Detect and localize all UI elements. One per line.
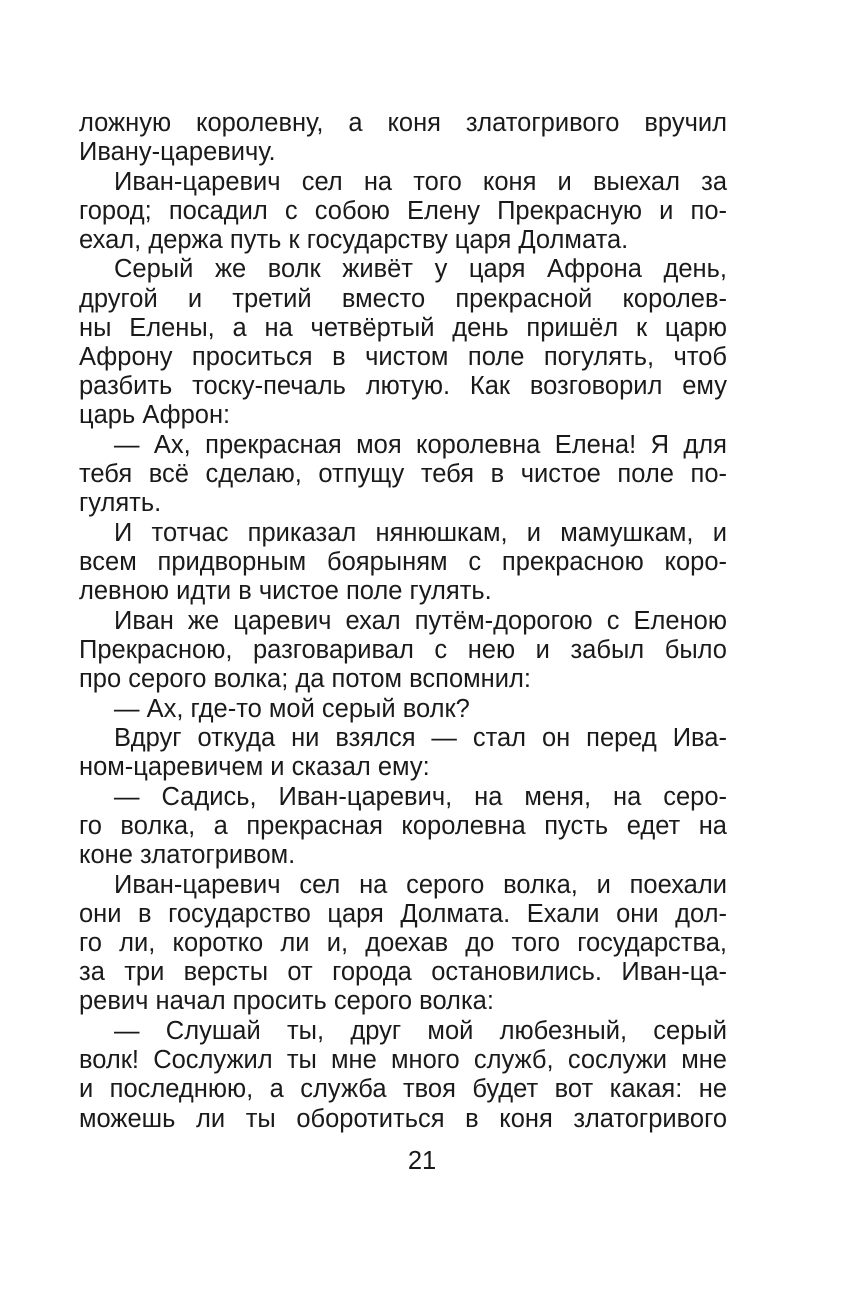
text-line: Ивану-царевичу. [79,138,276,166]
text-line: Вдруг откуда ни взялся — стал он перед Ива- [114,724,727,752]
text-line: про серого волка; да потом вспомнил: [79,665,531,693]
text-line: за три версты от города остановились. Иван-ца- [79,958,727,986]
page-number: 21 [407,1147,437,1175]
text-line: Иван-царевич сел на серого волка, и поехали [114,871,727,899]
text-line: другой и третий вместо прекрасной королев- [79,285,727,313]
text-line: ревич начал просить серого волка: [79,987,494,1015]
text-line: и последнюю, а служба твоя будет вот какая: не [79,1075,727,1103]
text-line: — Ах, прекрасная моя королевна Елена! Я для [114,431,727,459]
text-line: они в государство царя Долмата. Ехали они дол- [79,900,727,928]
text-line: левною идти в чистое поле гулять. [79,577,492,605]
text-line: Иван же царевич ехал путём-дорогою с Еленою [114,607,727,635]
text-line: го ли, коротко ли и, доехав до того государства, [79,929,727,957]
text-line: — Ах, где-то мой серый волк? [114,695,470,723]
text-line: Прекрасною, разговаривал с нею и забыл было [79,636,727,664]
text-line: всем придворным боярыням с прекрасною коро- [79,548,727,576]
text-line: волк! Сослужил ты мне много служб, сослужи мне [79,1046,727,1074]
text-line: гулять. [79,489,162,517]
text-line: коне златогривом. [79,841,296,869]
text-line: Афрону проситься в чистом поле погулять, чтоб [79,343,727,371]
text-line: разбить тоску-печаль лютую. Как возговорил ему [79,372,727,400]
text-line: город; посадил с собою Елену Прекрасную и по- [79,197,727,225]
text-line: Серый же волк живёт у царя Афрона день, [114,255,727,283]
text-line: царь Афрон: [79,401,231,429]
text-line: ехал, держа путь к государству царя Долмата. [79,226,629,254]
text-line: го волка, а прекрасная королевна пусть едет на [79,812,727,840]
text-line: — Слушай ты, друг мой любезный, серый [114,1017,727,1045]
text-line: — Садись, Иван-царевич, на меня, на серо- [114,783,727,811]
text-line: можешь ли ты оборотиться в коня златогривого [79,1105,727,1133]
text-line: ны Елены, а на четвёртый день пришёл к царю [79,314,727,342]
text-line: ложную королевну, а коня златогривого вручил [79,109,727,137]
text-line: Иван-царевич сел на того коня и выехал за [114,168,727,196]
text-line: ном-царевичем и сказал ему: [79,753,430,781]
text-line: И тотчас приказал нянюшкам, и мамушкам, и [114,519,727,547]
text-line: тебя всё сделаю, отпущу тебя в чистое поле по- [79,460,727,488]
